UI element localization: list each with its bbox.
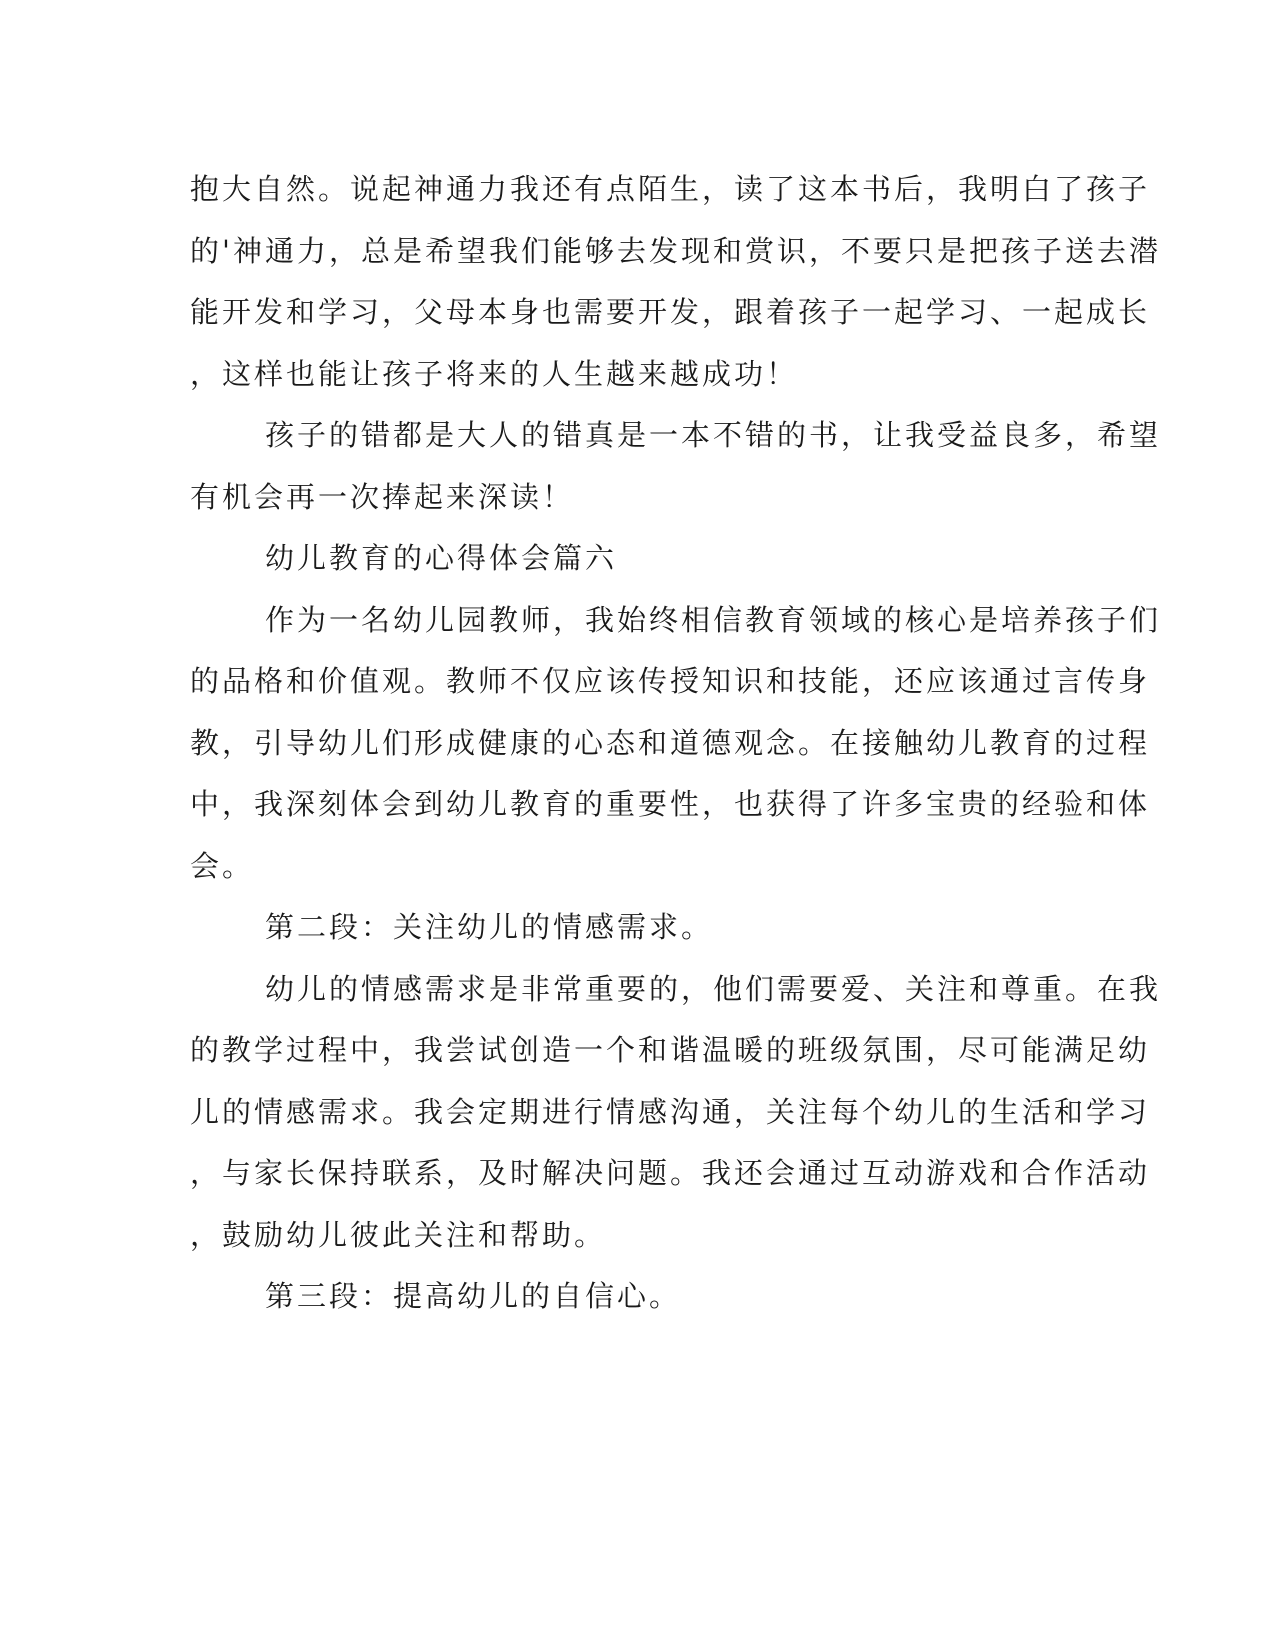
text-line: 的教学过程中，我尝试创造一个和谐温暖的班级氛围，尽可能满足幼	[190, 1033, 1151, 1067]
text-line: ，这样也能让孩子将来的人生越来越成功！	[190, 356, 799, 391]
paragraph-start-line: 作为一名幼儿园教师，我始终相信教育领域的核心是培养孩子们	[265, 602, 1162, 637]
text-line: 儿的情感需求。我会定期进行情感沟通，关注每个幼儿的生活和学习	[190, 1094, 1151, 1129]
text-line: 的品格和价值观。教师不仅应该传授知识和技能，还应该通过言传身	[190, 664, 1151, 698]
paragraph-start-line: 幼儿的情感需求是非常重要的，他们需要爱、关注和尊重。在我	[265, 971, 1162, 1006]
text-line: 抱大自然。说起神通力我还有点陌生，读了这本书后，我明白了孩子	[190, 172, 1151, 206]
document-body	[190, 159, 1162, 1328]
paragraph-start-line: 孩子的错都是大人的错真是一本不错的书，让我受益良多，希望	[265, 418, 1162, 452]
text-line: 的'神通力，总是希望我们能够去发现和赏识，不要只是把孩子送去潜	[190, 233, 1161, 268]
text-line: 会。	[190, 848, 255, 883]
section-heading: 幼儿教育的心得体会篇六	[265, 541, 618, 575]
text-line: 有机会再一次捧起来深读！	[190, 479, 575, 514]
text-line: ，与家长保持联系，及时解决问题。我还会通过互动游戏和合作活动	[190, 1156, 1151, 1190]
text-line: 中，我深刻体会到幼儿教育的重要性，也获得了许多宝贵的经验和体	[190, 787, 1151, 821]
section-heading: 第三段：提高幼儿的自信心。	[265, 1279, 682, 1313]
text-line: 能开发和学习，父母本身也需要开发，跟着孩子一起学习、一起成长	[190, 295, 1151, 329]
text-line: ，鼓励幼儿彼此关注和帮助。	[190, 1217, 607, 1252]
section-heading: 第二段：关注幼儿的情感需求。	[265, 910, 714, 944]
text-line: 教，引导幼儿们形成健康的心态和道德观念。在接触幼儿教育的过程	[190, 725, 1151, 760]
